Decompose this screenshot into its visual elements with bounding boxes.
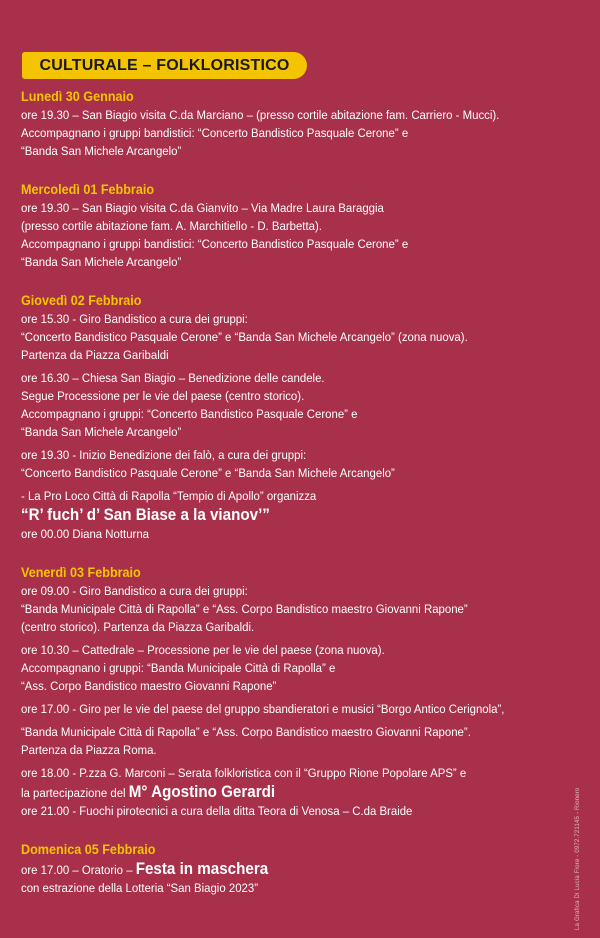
event-line: (presso cortile abitazione fam. A. Marchitiello - D. Barbetta). <box>21 219 322 233</box>
event-line: Partenza da Piazza Roma. <box>21 743 157 757</box>
event-line: “Concerto Bandistico Pasquale Cerone” e “Banda San Michele Arcangelo” (zona nuova). <box>21 330 468 344</box>
event-line: Segue Processione per le vie del paese (centro storico). <box>21 389 305 403</box>
event-highlight: Festa in maschera <box>135 860 269 878</box>
event-line: “Banda Municipale Città di Rapolla” e “Ass. Corpo Bandistico maestro Giovanni Rapone” <box>21 602 468 616</box>
event-text: ore 17.00 – Oratorio – <box>21 863 133 877</box>
event-line: “Banda San Michele Arcangelo” <box>21 144 182 158</box>
day-block-wednesday <box>21 179 581 271</box>
event-line: ore 21.00 - Fuochi pirotecnici a cura della ditta Teora di Venosa – C.da Braide <box>21 804 413 818</box>
event-line: - La Pro Loco Città di Rapolla “Tempio di Apollo” organizza <box>21 489 317 503</box>
event-line: ore 15.30 - Giro Bandistico a cura dei gruppi: <box>21 312 248 326</box>
event-line: Accompagnano i gruppi: “Banda Municipale Città di Rapolla” e <box>21 661 336 675</box>
event-line: “Banda San Michele Arcangelo” <box>21 255 182 269</box>
event-line: ore 19.30 – San Biagio visita C.da Marciano – (presso cortile abitazione fam. Carriero - Mucci). <box>21 108 500 122</box>
day-block-friday <box>21 562 581 820</box>
event-line <box>21 782 536 802</box>
day-title: Domenica 05 Febbraio <box>21 841 156 857</box>
day-title: Mercoledì 01 Febbraio <box>21 181 155 197</box>
day-title: Lunedì 30 Gennaio <box>21 88 134 104</box>
event-line: con estrazione della Lotteria “San Biagio 2023” <box>21 881 259 895</box>
event-line: ore 09.00 - Giro Bandistico a cura dei gruppi: <box>21 584 248 598</box>
program-list <box>21 86 581 916</box>
guest-name: M° Agostino Gerardi <box>128 783 276 801</box>
day-block-sunday <box>21 839 581 897</box>
event-line: “Banda Municipale Città di Rapolla” e “Ass. Corpo Bandistico maestro Giovanni Rapone”. <box>21 725 471 739</box>
event-line: Accompagnano i gruppi bandistici: “Concerto Bandistico Pasquale Cerone” e <box>21 126 409 140</box>
day-title: Giovedì 02 Febbraio <box>21 292 142 308</box>
event-line: Accompagnano i gruppi bandistici: “Concerto Bandistico Pasquale Cerone” e <box>21 237 409 251</box>
section-title: CULTURALE – FOLKLORISTICO <box>39 57 290 74</box>
day-block-monday <box>21 86 581 160</box>
event-line: (centro storico). Partenza da Piazza Garibaldi. <box>21 620 255 634</box>
section-banner <box>22 52 307 79</box>
event-line: ore 18.00 - P.zza G. Marconi – Serata folkloristica con il “Gruppo Rione Popolare APS” e <box>21 766 467 780</box>
event-text: la partecipazione del <box>21 786 126 800</box>
event-line: “Banda San Michele Arcangelo” <box>21 425 182 439</box>
event-line: Accompagnano i gruppi: “Concerto Bandistico Pasquale Cerone” e <box>21 407 358 421</box>
event-highlight: “R’ fuch’ d’ San Biase a la vianov’” <box>21 506 270 524</box>
event-line: Partenza da Piazza Garibaldi <box>21 348 169 362</box>
day-title: Venerdì 03 Febbraio <box>21 564 141 580</box>
event-line: ore 19.30 - Inizio Benedizione dei falò, a cura dei gruppi: <box>21 448 307 462</box>
event-line: ore 10.30 – Cattedrale – Processione per le vie del paese (zona nuova). <box>21 643 385 657</box>
print-credit: La Grafica Di Lucia Fiore - 0972.721145 - Rionero <box>575 787 581 930</box>
event-line: “Ass. Corpo Bandistico maestro Giovanni Rapone” <box>21 679 277 693</box>
event-line: ore 00.00 Diana Notturna <box>21 527 150 541</box>
event-line: ore 17.00 - Giro per le vie del paese del gruppo sbandieratori e musici “Borgo Antico Cerignola”, <box>21 702 505 716</box>
event-line: “Concerto Bandistico Pasquale Cerone” e “Banda San Michele Arcangelo” <box>21 466 395 480</box>
event-line: ore 16.30 – Chiesa San Biagio – Benedizione delle candele. <box>21 371 325 385</box>
event-line <box>21 859 536 879</box>
day-block-thursday <box>21 290 581 543</box>
event-line: ore 19.30 – San Biagio visita C.da Gianvito – Via Madre Laura Baraggia <box>21 201 384 215</box>
